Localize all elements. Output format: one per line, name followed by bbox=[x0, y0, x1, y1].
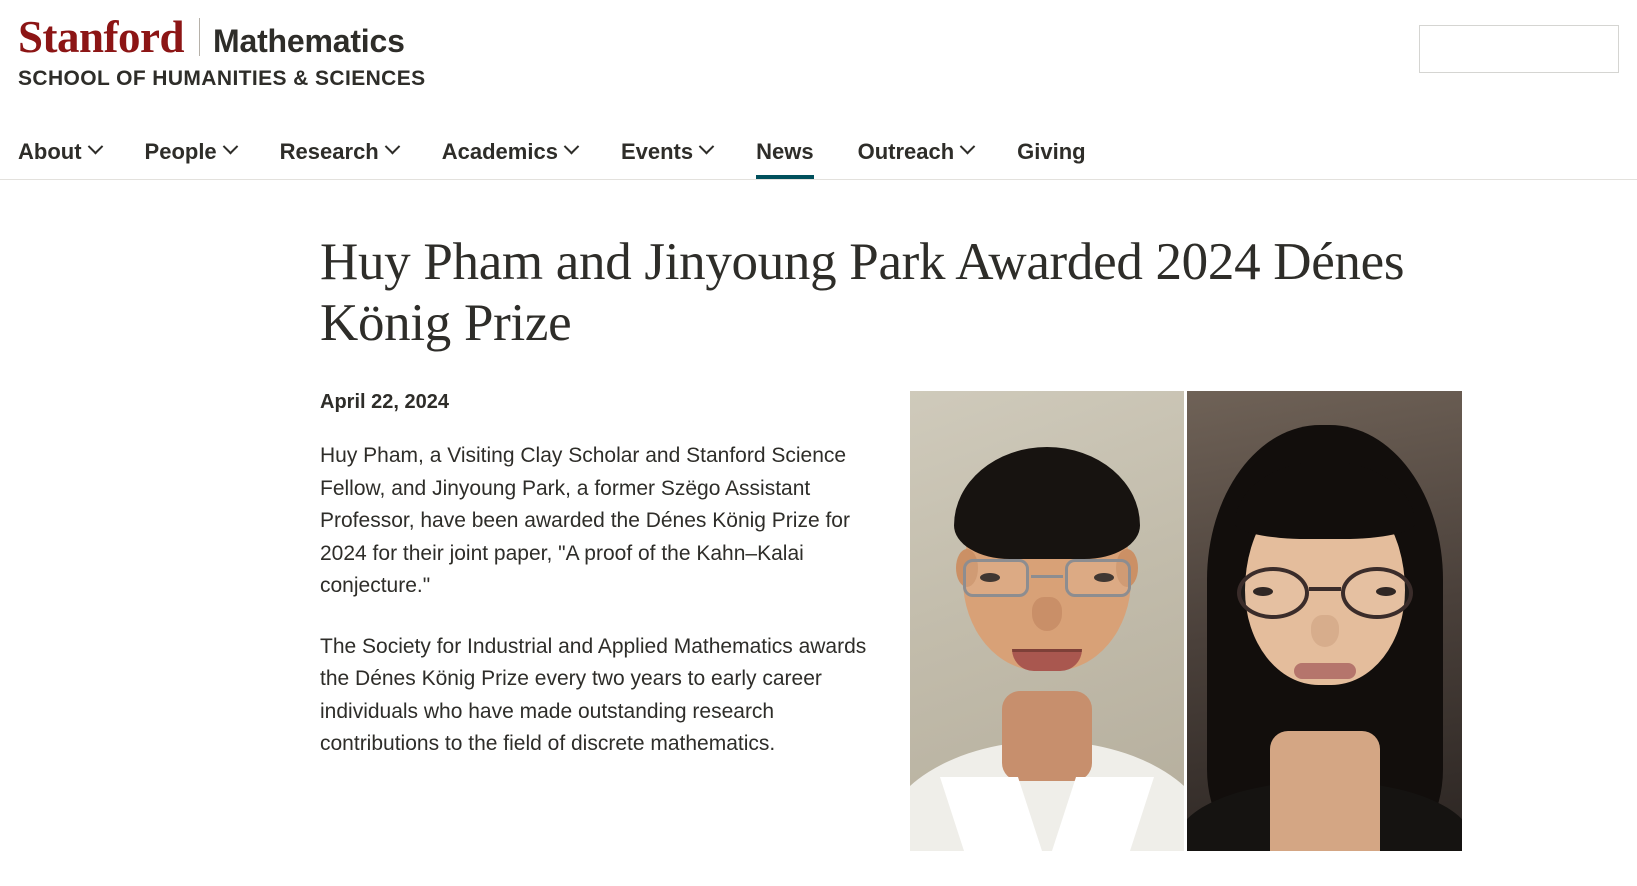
chevron-down-icon bbox=[87, 139, 103, 155]
primary-navigation bbox=[0, 117, 1637, 180]
portrait-glasses bbox=[963, 559, 1131, 599]
article-body bbox=[320, 391, 910, 851]
nav-item-research[interactable] bbox=[280, 139, 398, 179]
nav-label-about: About bbox=[18, 139, 82, 165]
nav-item-news[interactable] bbox=[756, 139, 813, 179]
glasses-bridge bbox=[1309, 587, 1341, 591]
glasses-bridge bbox=[1031, 575, 1063, 578]
site-branding[interactable] bbox=[0, 14, 1637, 91]
chevron-down-icon bbox=[384, 139, 400, 155]
portrait-neck bbox=[1270, 731, 1380, 851]
nav-item-people[interactable] bbox=[145, 139, 236, 179]
nav-item-events[interactable] bbox=[621, 139, 712, 179]
glasses-lens-right bbox=[1065, 559, 1131, 597]
chevron-down-icon bbox=[222, 139, 238, 155]
nav-item-academics[interactable] bbox=[442, 139, 577, 179]
portrait-neck bbox=[1002, 691, 1092, 781]
glasses-lens-left bbox=[1237, 567, 1309, 619]
nav-label-outreach: Outreach bbox=[857, 139, 955, 165]
portrait-mouth bbox=[1294, 663, 1356, 679]
article-paragraph-1: Huy Pham, a Visiting Clay Scholar and Stanford Science Fellow, and Jinyoung Park, a former Szëgo Assistant Professor, have been awarded the Dénes König Prize for 2024 for their joint paper, "A proof of the Kahn–Kalai conjecture." bbox=[320, 444, 850, 598]
portrait-huy-pham bbox=[910, 391, 1184, 851]
nav-item-about[interactable] bbox=[18, 139, 101, 179]
nav-item-outreach[interactable] bbox=[858, 139, 974, 179]
nav-list bbox=[18, 117, 1637, 179]
nav-label-people: People bbox=[144, 139, 217, 165]
publication-date: April 22, 2024 bbox=[320, 391, 449, 414]
nav-label-giving: Giving bbox=[1017, 139, 1086, 165]
school-name: SCHOOL OF HUMANITIES & SCIENCES bbox=[18, 67, 426, 91]
chevron-down-icon bbox=[699, 139, 715, 155]
portrait-pair-image bbox=[910, 391, 1462, 851]
nav-item-giving[interactable] bbox=[1017, 139, 1085, 179]
department-name[interactable]: Mathematics bbox=[213, 23, 405, 59]
article-grid bbox=[0, 391, 1637, 851]
portrait-glasses bbox=[1237, 567, 1413, 619]
brand-divider bbox=[199, 18, 200, 56]
chevron-down-icon bbox=[564, 139, 580, 155]
glasses-lens-right bbox=[1341, 567, 1413, 619]
stanford-wordmark[interactable]: Stanford bbox=[18, 12, 185, 62]
nav-label-events: Events bbox=[620, 139, 694, 165]
portrait-jinyoung-park bbox=[1184, 391, 1462, 851]
site-header bbox=[0, 0, 1637, 180]
portrait-nose bbox=[1311, 615, 1339, 647]
page-title: Huy Pham and Jinyoung Park Awarded 2024 Dénes König Prize bbox=[320, 233, 1405, 352]
search-input[interactable] bbox=[1419, 25, 1619, 73]
article-paragraph-2: The Society for Industrial and Applied Mathematics awards the Dénes König Prize every two years to early career individuals who have made outstanding research contributions to the field of discrete mathematics. bbox=[320, 634, 867, 756]
glasses-lens-left bbox=[963, 559, 1029, 597]
article-media bbox=[910, 391, 1462, 851]
portrait-nose bbox=[1032, 597, 1062, 631]
nav-label-research: Research bbox=[279, 139, 379, 165]
main-content bbox=[0, 232, 1637, 851]
portrait-mouth bbox=[1012, 649, 1082, 671]
chevron-down-icon bbox=[960, 139, 976, 155]
nav-label-academics: Academics bbox=[441, 139, 558, 165]
nav-label-news: News bbox=[756, 139, 814, 165]
